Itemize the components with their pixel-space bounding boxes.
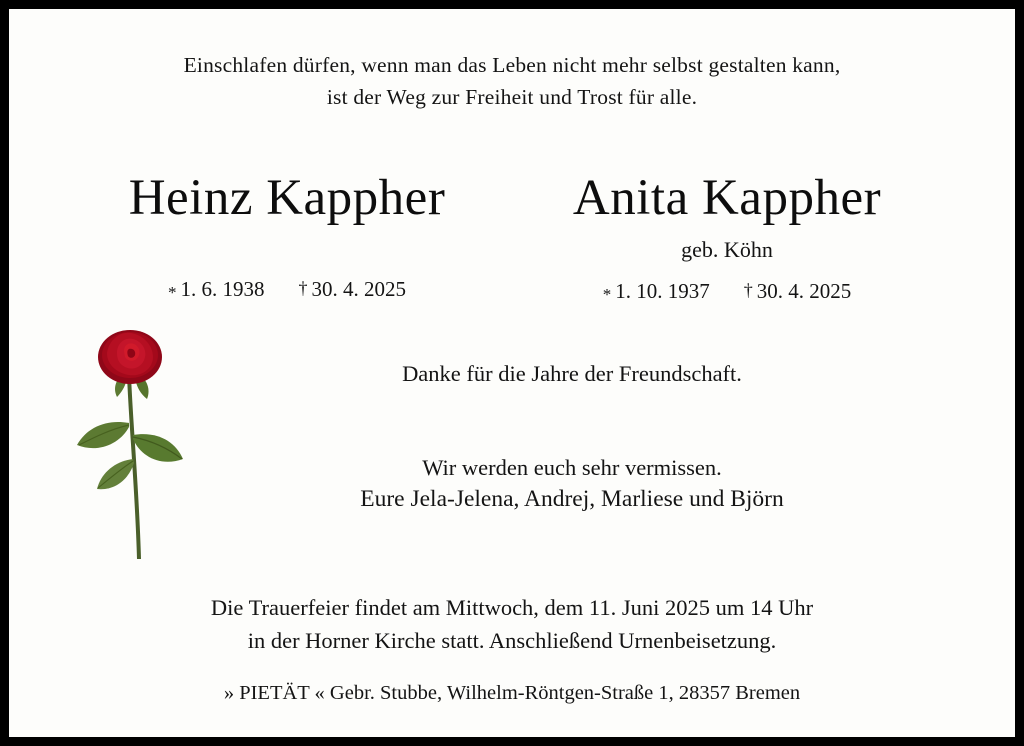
- death-cross-icon-2: †: [743, 280, 753, 301]
- death-date-text-1: 30. 4. 2025: [311, 277, 406, 302]
- person-name-1: Heinz Kappher: [128, 169, 446, 226]
- person-block-2: [502, 169, 952, 305]
- verse-line-2: ist der Weg zur Freiheit und Trost für alle.: [326, 85, 698, 110]
- person-dates-1: [72, 277, 502, 302]
- thanks-text: Danke für die Jahre der Freundschaft.: [402, 361, 742, 386]
- verse-line-1: Einschlafen dürfen, wenn man das Leben nicht mehr selbst gestalten kann,: [183, 53, 841, 77]
- birth-date-1: [168, 277, 265, 302]
- person-name-2: Anita Kappher: [572, 169, 882, 226]
- farewell-text: Wir werden euch sehr vermissen.: [422, 455, 722, 480]
- obituary-inner: [9, 9, 1015, 737]
- death-date-text-2: 30. 4. 2025: [756, 279, 852, 304]
- birth-star-icon-1: *: [168, 283, 177, 303]
- death-date-2: [744, 279, 852, 304]
- birth-star-icon-2: *: [602, 285, 612, 305]
- person-dates-2: [502, 279, 952, 304]
- footer-block: [9, 591, 1015, 706]
- person-block-1: [72, 169, 502, 303]
- ceremony-line-1: Die Trauerfeier findet am Mittwoch, dem 11. Juni 2025 um 14 Uhr: [210, 594, 814, 620]
- undertaker-info: » PIETÄT « Gebr. Stubbe, Wilhelm-Röntgen-Straße 1, 28357 Bremen: [223, 682, 801, 704]
- birth-date-2: [603, 279, 710, 304]
- ceremony-line-2: in der Horner Kirche statt. Anschließend Urnenbeisetzung.: [247, 628, 777, 654]
- birth-date-text-1: 1. 6. 1938: [180, 277, 265, 302]
- person-maiden-name-2: geb. Köhn: [681, 237, 773, 263]
- verse-block: [9, 9, 1015, 114]
- messages-block: [9, 361, 1015, 513]
- names-row: [9, 169, 1015, 305]
- death-date-1: [299, 277, 407, 302]
- birth-date-text-2: 1. 10. 1937: [615, 279, 710, 304]
- death-cross-icon-1: †: [298, 278, 308, 299]
- family-names: Eure Jela-Jelena, Andrej, Marliese und Björn: [360, 485, 784, 512]
